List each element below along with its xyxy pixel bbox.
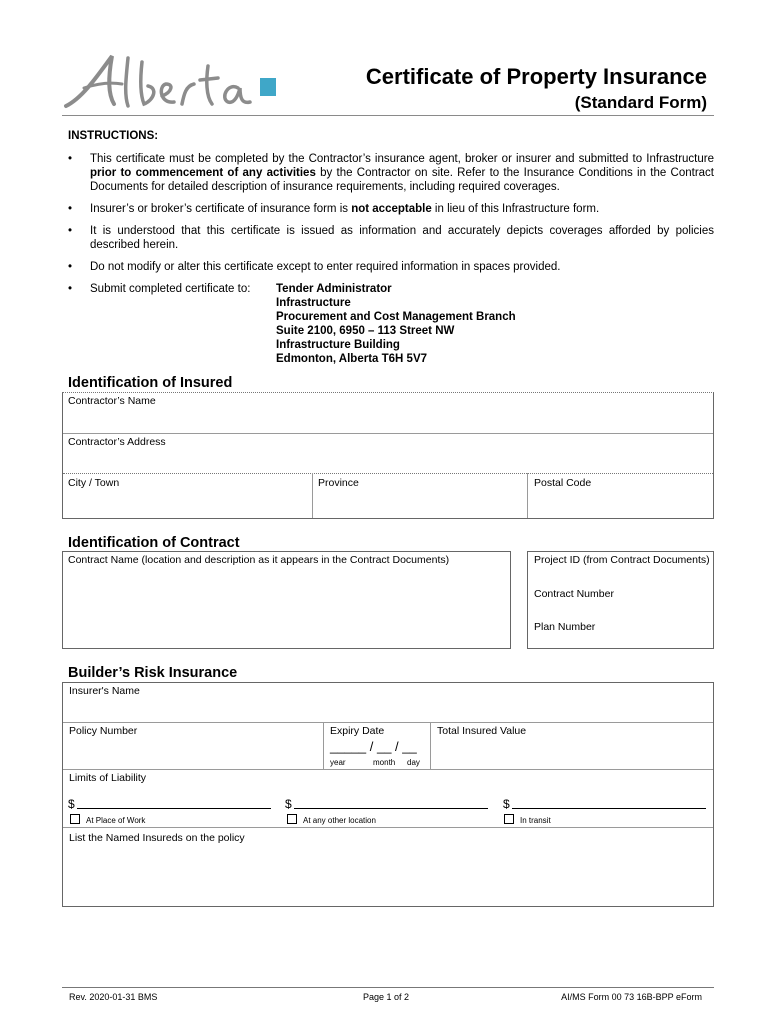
plan-number-label: Plan Number: [534, 621, 596, 633]
project-id-label: Project ID (from Contract Documents): [534, 554, 710, 566]
section-title-contract: Identification of Contract: [68, 535, 240, 551]
policy-number-field[interactable]: [63, 740, 321, 766]
day-label: day: [407, 758, 420, 767]
instruction-text: in lieu of this Infrastructure form.: [431, 203, 600, 215]
address-line: Edmonton, Alberta T6H 5V7: [276, 353, 428, 365]
province-field[interactable]: [314, 492, 526, 517]
row-divider: [63, 722, 713, 723]
limits-of-liability-label: Limits of Liability: [69, 772, 147, 784]
page-number: Page 1 of 2: [363, 992, 410, 1002]
in-transit-label: In transit: [520, 816, 551, 825]
policy-number-label: Policy Number: [69, 725, 138, 737]
instruction-text: This certificate must be completed by the Contractor’s insurance agent, broker or insurer and submitted to Infrastructure: [90, 153, 714, 165]
section-title-builders-risk: Builder’s Risk Insurance: [68, 665, 238, 681]
contract-name-label: Contract Name (location and description as it appears in the Contract Documents): [68, 554, 450, 566]
place-of-work-label: At Place of Work: [86, 816, 146, 825]
column-divider: [430, 722, 431, 769]
named-insureds-field[interactable]: [63, 847, 713, 905]
total-insured-value-field[interactable]: [432, 740, 712, 766]
address-line: Infrastructure: [276, 297, 351, 309]
expiry-date-label: Expiry Date: [330, 725, 385, 737]
instruction-text: Do not modify or alter this certificate except to enter required information in spaces provided.: [90, 261, 561, 273]
instructions-heading: INSTRUCTIONS:: [68, 130, 159, 142]
province-label: Province: [318, 477, 359, 489]
in-transit-amount-field[interactable]: [512, 808, 706, 809]
address-line: Suite 2100, 6950 – 113 Street NW: [276, 325, 455, 337]
project-id-field[interactable]: [528, 568, 713, 588]
section-title-insured: Identification of Insured: [68, 375, 233, 391]
place-of-work-checkbox[interactable]: [70, 814, 80, 824]
postal-code-field[interactable]: [529, 492, 712, 517]
month-label: month: [373, 758, 396, 767]
instruction-emphasis: not acceptable: [351, 203, 432, 215]
city-label: City / Town: [68, 477, 120, 489]
instruction-item: • Insurer’s or broker’s certificate of insurance form is not acceptable in lieu of this Infrastructure form.: [68, 203, 600, 215]
other-location-checkbox[interactable]: [287, 814, 297, 824]
contract-number-field[interactable]: [528, 602, 713, 620]
header-divider: [62, 115, 714, 116]
form-id: AI/MS Form 00 73 16B-BPP eForm: [561, 992, 702, 1002]
dollar-sign: $: [503, 797, 510, 811]
city-field[interactable]: [63, 492, 311, 517]
row-divider: [63, 827, 713, 828]
instruction-item: • This certificate must be completed by the Contractor’s insurance agent, broker or insurer and submitted to Infrastructure prior to commencement of any activities by the Contractor on site. Refer to the Insurance Conditions in the Contract Documents for detailed description of insurance requirements, including required coverages.: [68, 153, 714, 193]
insurer-name-label: Insurer's Name: [69, 685, 140, 697]
other-location-amount-field[interactable]: [294, 808, 488, 809]
footer-divider: [62, 987, 714, 988]
contract-number-label: Contract Number: [534, 588, 614, 600]
contractor-name-label: Contractor’s Name: [68, 395, 156, 407]
instruction-emphasis: prior to commencement of any activities: [90, 167, 316, 179]
postal-code-label: Postal Code: [534, 477, 592, 489]
instructions-list: [62, 152, 714, 374]
contractor-name-field[interactable]: [63, 408, 713, 432]
insurer-name-field[interactable]: [63, 699, 713, 721]
row-divider: [63, 769, 713, 770]
submit-label: Submit completed certificate to:: [90, 283, 251, 295]
other-location-option[interactable]: [287, 814, 376, 825]
instruction-item: • Do not modify or alter this certificate except to enter required information in spaces provided.: [62, 260, 714, 274]
instruction-text: by the Contractor on site. Refer to the Insurance Conditions in the Contract Documents for detailed description of insurance requirements, including required coverages.: [90, 167, 714, 193]
column-divider: [527, 473, 528, 518]
revision-label: Rev. 2020-01-31 BMS: [69, 992, 158, 1002]
contractor-address-label: Contractor’s Address: [68, 436, 166, 448]
year-label: year: [330, 758, 346, 767]
contractor-address-field[interactable]: [63, 450, 713, 472]
alberta-logo: [62, 48, 292, 118]
total-insured-value-label: Total Insured Value: [437, 725, 527, 737]
instruction-text: Insurer’s or broker’s certificate of insurance form is: [90, 203, 352, 215]
address-line: Procurement and Cost Management Branch: [276, 311, 516, 323]
address-line: Infrastructure Building: [276, 339, 400, 351]
column-divider: [323, 722, 324, 769]
other-location-label: At any other location: [303, 816, 376, 825]
instruction-text: It is understood that this certificate is issued as information and accurately depicts coverages afforded by policies described herein.: [90, 225, 714, 251]
submit-address: [276, 282, 516, 366]
instruction-item: • It is understood that this certificate is issued as information and accurately depicts coverages afforded by policies described herein.: [68, 225, 714, 251]
column-divider: [312, 473, 313, 518]
row-divider: [63, 473, 713, 474]
named-insureds-label: List the Named Insureds on the policy: [69, 832, 245, 844]
place-of-work-amount-field[interactable]: [77, 808, 271, 809]
in-transit-option[interactable]: [504, 814, 551, 825]
address-line: Tender Administrator: [276, 283, 392, 295]
row-divider: [63, 433, 713, 434]
instruction-item: • Submit completed certificate to: Tender Administrator Infrastructure Procurement and Cost Management Branch Suite 2100, 6950 – 113 Street NW Infrastructure Building Edmonton, Alberta T6H 5V7: [68, 283, 516, 365]
dollar-sign: $: [68, 797, 75, 811]
dollar-sign: $: [285, 797, 292, 811]
expiry-date-field[interactable]: _____ / __ / __: [330, 739, 417, 754]
in-transit-checkbox[interactable]: [504, 814, 514, 824]
page-title: Certificate of Property Insurance: [365, 64, 707, 89]
place-of-work-option[interactable]: [70, 814, 145, 825]
page-subtitle: (Standard Form): [574, 93, 707, 112]
plan-number-field[interactable]: [528, 634, 713, 648]
